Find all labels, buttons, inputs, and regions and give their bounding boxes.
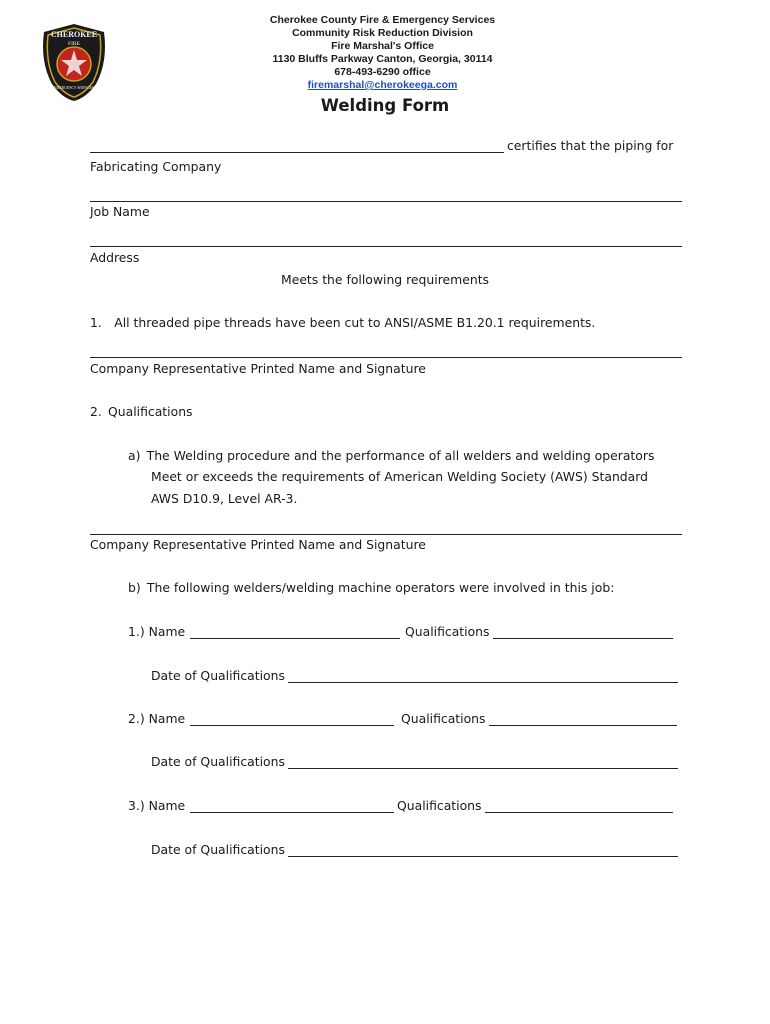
requirement-2: 2. Qualifications — [90, 404, 193, 419]
logo-top-text: CHEROKEE — [50, 30, 98, 39]
requirement-2b: b) The following welders/welding machine operators were involved in this job: — [128, 580, 615, 595]
welder-2-qualifications-label: Qualifications — [401, 711, 486, 726]
welder-2-name-label: 2.) Name — [128, 711, 186, 726]
welder-3-date-field[interactable] — [288, 856, 678, 857]
division-name: Community Risk Reduction Division — [292, 27, 473, 39]
welder-1-date-field[interactable] — [288, 682, 678, 683]
logo-bottom-text: EMERGENCY SERVICES — [54, 86, 94, 90]
welder-2-date-label: Date of Qualifications — [151, 754, 285, 769]
welder-2-name-field[interactable] — [190, 725, 394, 726]
rep-signature-field-2[interactable] — [90, 534, 682, 535]
rep-signature-label-1: Company Representative Printed Name and Signature — [90, 361, 426, 376]
welder-2-date-field[interactable] — [288, 768, 678, 769]
requirement-2a-line-1: a) The Welding procedure and the performance of all welders and welding operators — [128, 448, 655, 463]
requirement-2a-line-3: AWS D10.9, Level AR-3. — [151, 491, 298, 506]
form-title: Welding Form — [320, 96, 450, 115]
welder-3-name-field[interactable] — [190, 812, 394, 813]
org-name: Cherokee County Fire & Emergency Services — [269, 14, 496, 26]
office-name: Fire Marshal's Office — [331, 40, 434, 52]
welder-3-name-label: 3.) Name — [128, 798, 186, 813]
fabricating-company-field[interactable] — [90, 152, 504, 153]
welder-3-qualifications-field[interactable] — [485, 812, 673, 813]
address-field[interactable] — [90, 246, 682, 247]
job-name-label: Job Name — [90, 204, 150, 219]
welder-3-date-label: Date of Qualifications — [151, 842, 285, 857]
address-label: Address — [90, 250, 140, 265]
office-address: 1130 Bluffs Parkway Canton, Georgia, 30114 — [272, 53, 493, 65]
rep-signature-label-2: Company Representative Printed Name and Signature — [90, 537, 426, 552]
welder-1-date-label: Date of Qualifications — [151, 668, 285, 683]
welder-1-name-label: 1.) Name — [128, 624, 186, 639]
welder-1-qualifications-label: Qualifications — [405, 624, 490, 639]
letterhead — [230, 14, 535, 92]
email-link[interactable]: firemarshal@cherokeega.com — [307, 79, 458, 91]
meets-requirements-text: Meets the following requirements — [281, 272, 490, 287]
welder-2-qualifications-field[interactable] — [489, 725, 677, 726]
office-phone: 678-493-6290 office — [334, 66, 431, 78]
requirement-2a-line-2: Meet or exceeds the requirements of American Welding Society (AWS) Standard — [151, 469, 648, 484]
cherokee-fire-badge-icon — [38, 22, 110, 102]
welder-1-name-field[interactable] — [190, 638, 400, 639]
rep-signature-field-1[interactable] — [90, 357, 682, 358]
job-name-field[interactable] — [90, 201, 682, 202]
requirement-1: 1. All threaded pipe threads have been cut to ANSI/ASME B1.20.1 requirements. — [90, 315, 596, 330]
welder-1-qualifications-field[interactable] — [493, 638, 673, 639]
certifies-text: certifies that the piping for — [507, 138, 674, 153]
welder-3-qualifications-label: Qualifications — [397, 798, 482, 813]
logo-mid-text: FIRE — [68, 41, 80, 47]
fabricating-company-label: Fabricating Company — [90, 159, 222, 174]
